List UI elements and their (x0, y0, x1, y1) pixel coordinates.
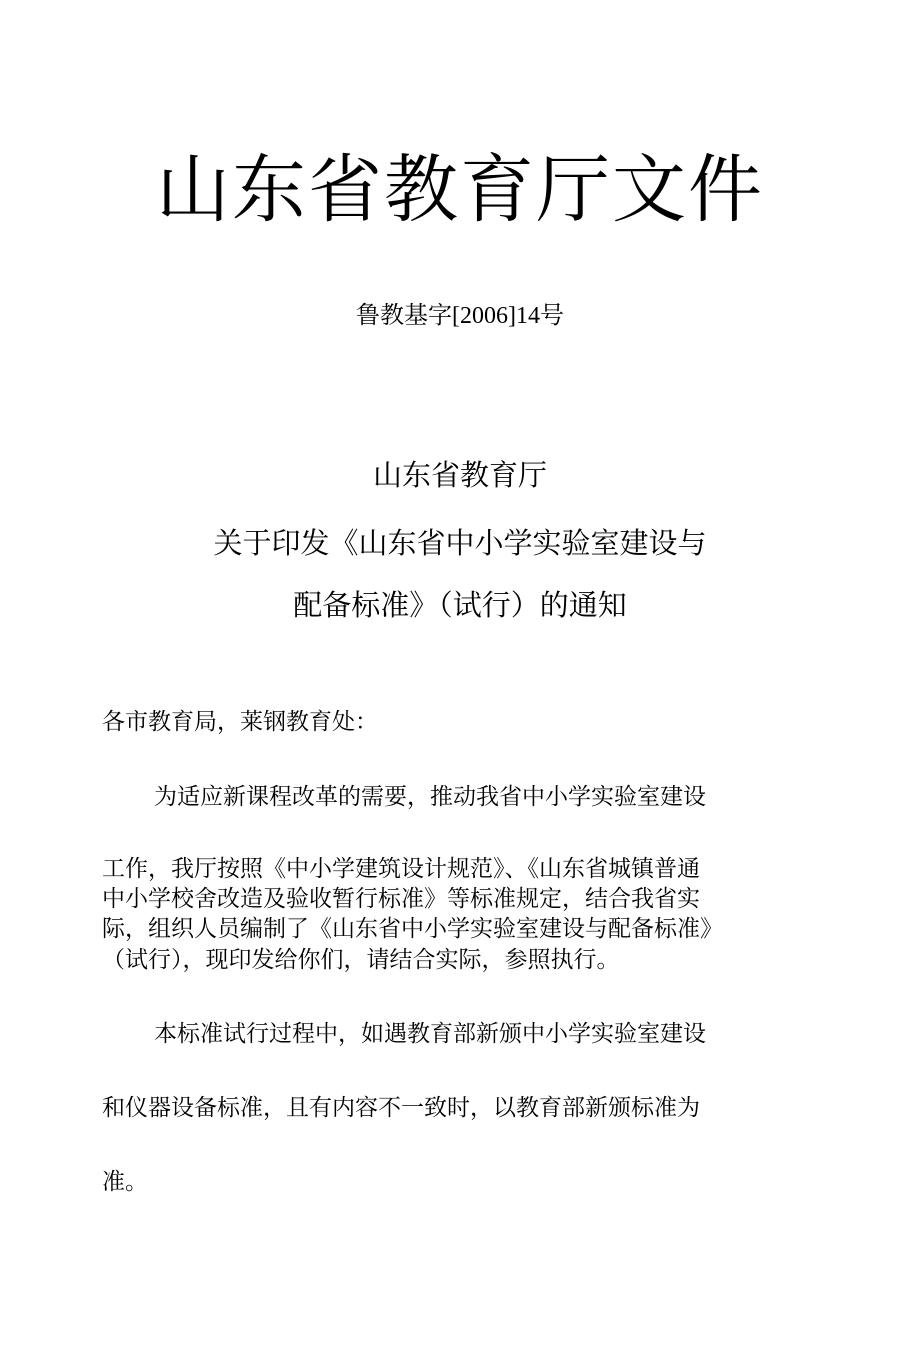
paragraph-2-line-3: 准。 (102, 1169, 148, 1195)
notice-title-line-3: 配备标准》（试行）的通知 (293, 588, 627, 622)
paragraph-2-line-1: 本标准试行过程中，如遇教育部新颁中小学实验室建设 (154, 1021, 706, 1047)
document-header: 山东省教育厅文件 (156, 147, 764, 233)
notice-title-line-1: 山东省教育厅 (372, 458, 547, 492)
paragraph-1-line-4: 际，组织人员编制了《山东省中小学实验室建设与配备标准》 (102, 916, 723, 942)
paragraph-1-line-1: 为适应新课程改革的需要，推动我省中小学实验室建设 (154, 784, 706, 810)
paragraph-1-line-5: （试行），现印发给你们，请结合实际，参照执行。 (102, 947, 620, 973)
paragraph-2-line-2: 和仪器设备标准，且有内容不一致时，以教育部新颁标准为 (102, 1095, 700, 1121)
salutation: 各市教育局，莱钢教育处： (102, 709, 378, 735)
paragraph-1-line-2: 工作，我厅按照《中小学建筑设计规范》、《山东省城镇普通 (102, 856, 700, 882)
paragraph-1-line-3: 中小学校舍改造及验收暂行标准》等标准规定，结合我省实 (102, 886, 700, 912)
document-number: 鲁教基字[2006]14号 (356, 303, 564, 329)
notice-title-line-2: 关于印发《山东省中小学实验室建设与 (213, 526, 707, 560)
